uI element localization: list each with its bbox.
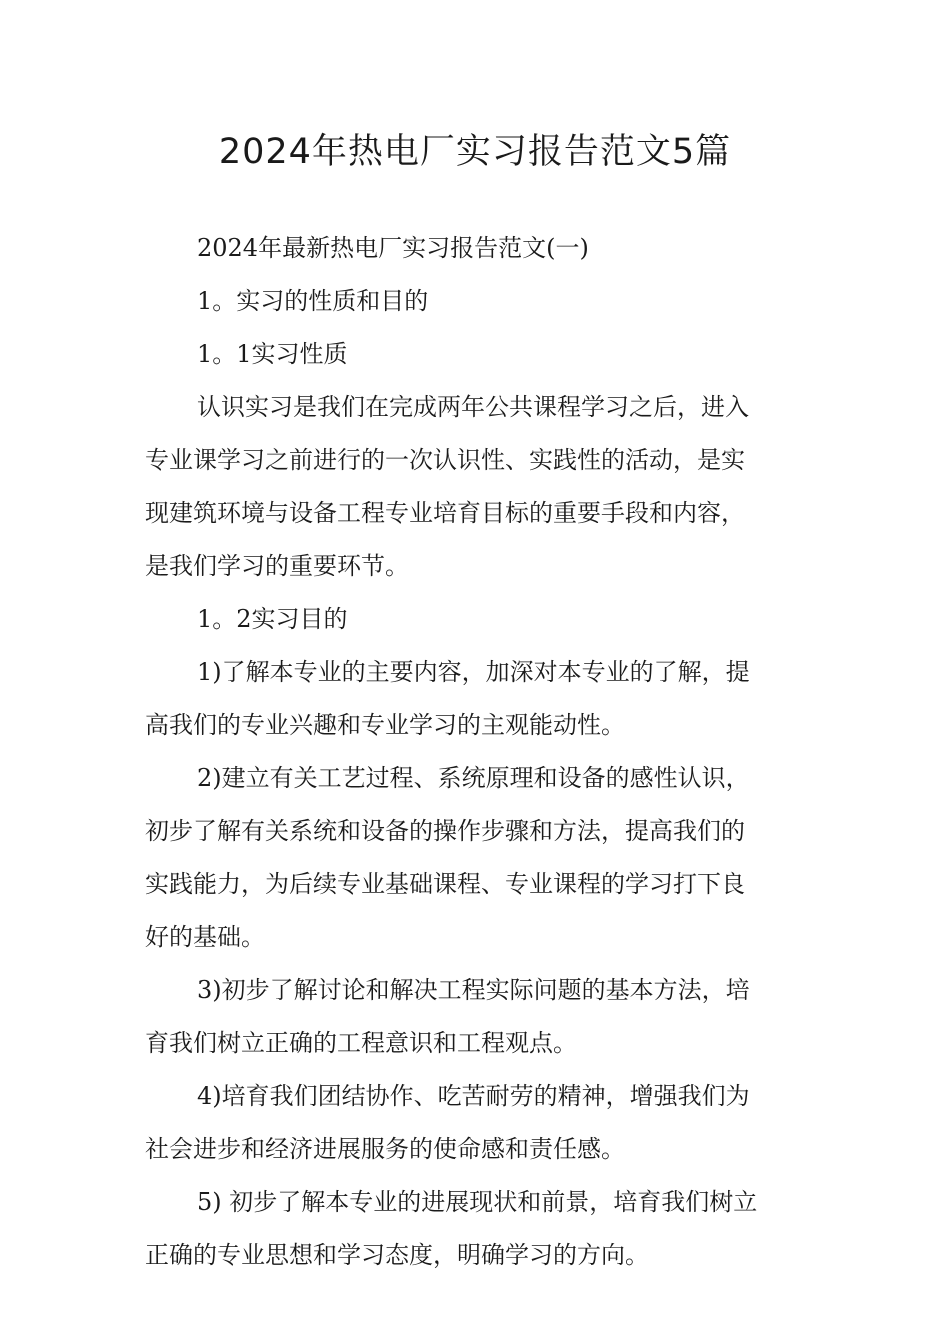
text-line: 认识实习是我们在完成两年公共课程学习之后，进入 [197, 393, 749, 421]
text-line: 实践能力，为后续专业基础课程、专业课程的学习打下良 [145, 870, 745, 898]
text-line: 1)了解本专业的主要内容，加深对本专业的了解，提 [197, 658, 750, 686]
text-line: 2024年最新热电厂实习报告范文(一) [197, 234, 589, 262]
text-line: 好的基础。 [145, 923, 265, 951]
text-line: 1。1实习性质 [197, 340, 348, 368]
text-line: 社会进步和经济进展服务的使命感和责任感。 [145, 1135, 625, 1163]
text-line: 3)初步了解讨论和解决工程实际问题的基本方法，培 [197, 976, 750, 1004]
text-line: 高我们的专业兴趣和专业学习的主观能动性。 [145, 711, 625, 739]
document-title: 2024年热电厂实习报告范文5篇 [218, 132, 732, 172]
text-line: 现建筑环境与设备工程专业培育目标的重要手段和内容， [145, 499, 745, 527]
text-line: 5) 初步了解本专业的进展现状和前景，培育我们树立 [197, 1188, 758, 1216]
text-line: 专业课学习之前进行的一次认识性、实践性的活动，是实 [145, 446, 745, 474]
text-line: 初步了解有关系统和设备的操作步骤和方法，提高我们的 [145, 817, 745, 845]
text-line: 是我们学习的重要环节。 [145, 552, 409, 580]
text-line: 育我们树立正确的工程意识和工程观点。 [145, 1029, 577, 1057]
text-line: 1。2实习目的 [197, 605, 348, 633]
text-line: 正确的专业思想和学习态度，明确学习的方向。 [145, 1241, 649, 1269]
text-line: 4)培育我们团结协作、吃苦耐劳的精神，增强我们为 [197, 1082, 750, 1110]
text-line: 1。实习的性质和目的 [197, 287, 429, 315]
text-line: 2)建立有关工艺过程、系统原理和设备的感性认识， [197, 764, 750, 792]
document-body [145, 222, 805, 1282]
